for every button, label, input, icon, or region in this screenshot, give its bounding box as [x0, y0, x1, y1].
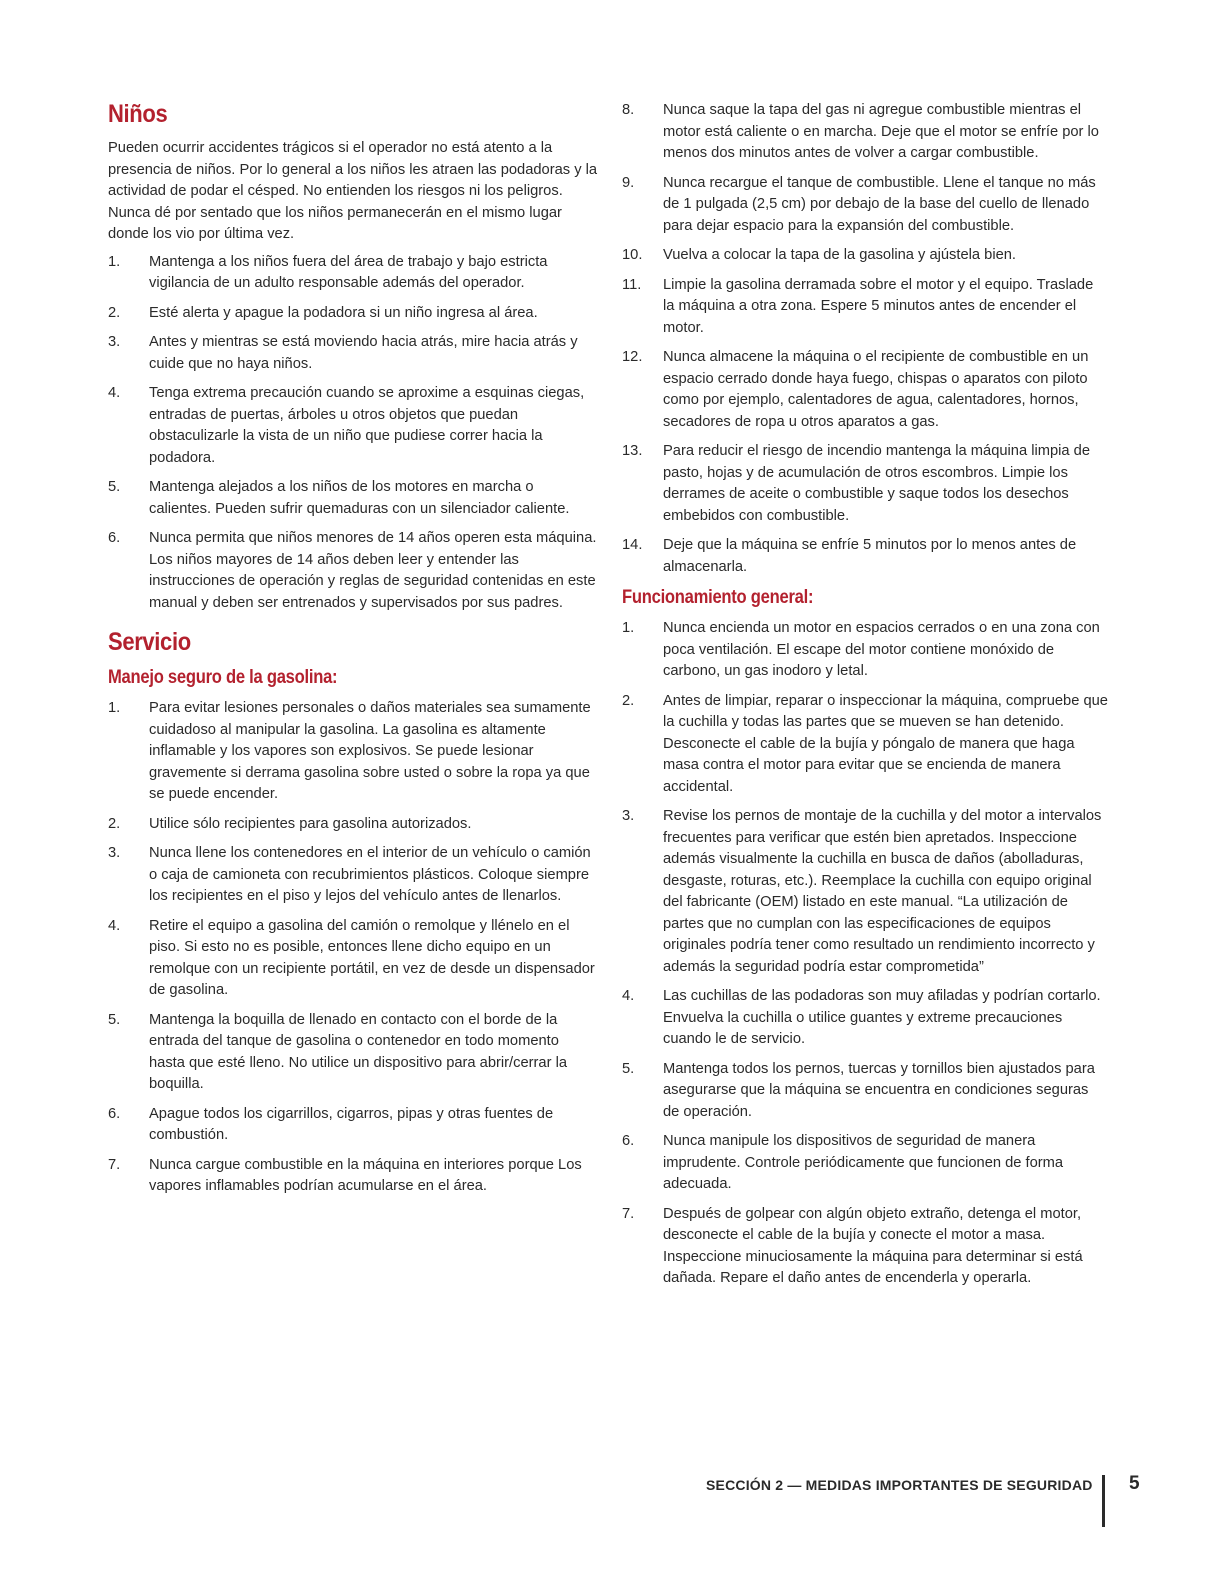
list-item [622, 275, 1108, 340]
list-item-text: Nunca recargue el tanque de combustible. Llene el tanque no más de 1 pulgada (2,5 cm) por debajo de la base del cuello de llenado para dejar espacio para la expansión del combustible. [663, 174, 1096, 234]
list-item-text: Antes y mientras se está moviendo hacia atrás, mire hacia atrás y cuide que no haya niños. [149, 334, 578, 372]
list-item-number: 12. [622, 349, 643, 365]
list-item [108, 1010, 598, 1096]
list-item [622, 100, 1108, 165]
list-item-number: 8. [622, 102, 635, 118]
list-item [622, 441, 1108, 527]
list-item [622, 1059, 1108, 1124]
list-item [108, 528, 598, 614]
list-item-number: 1. [622, 620, 635, 636]
page-number: 5 [1129, 1473, 1140, 1494]
list-item [108, 916, 598, 1002]
list-item [108, 477, 598, 520]
footer-section-title: SECCIÓN 2 — MEDIDAS IMPORTANTES DE SEGURIDAD [706, 1477, 1093, 1493]
list-item-text: Después de golpear con algún objeto extraño, detenga el motor, desconecte el cable de la bujía y conecte el motor a masa. Inspeccione minuciosamente la máquina para determinar si está dañada. Repare el daño antes de encenderla y operarla. [663, 1205, 1083, 1286]
list-item [622, 347, 1108, 433]
list-item-text: Mantenga alejados a los niños de los motores en marcha o calientes. Pueden sufrir quemaduras con un silenciador caliente. [149, 479, 570, 517]
list-item-number: 4. [108, 917, 121, 934]
list-item-number: 4. [108, 385, 121, 401]
list-item-number: 6. [108, 1105, 121, 1122]
right-column [622, 100, 1108, 1298]
list-item-number: 14. [622, 537, 643, 553]
list-item [108, 814, 598, 836]
list-item [622, 245, 1108, 267]
list-item-number: 11. [622, 276, 642, 293]
ninos-intro: Pueden ocurrir accidentes trágicos si el operador no está atento a la presencia de niños. Por lo general a los niños les atraen las podadoras y la actividad de podar el césped. No entienden los riesgos ni los peligros. Nunca dé por sentado que los niños permanecerán en el mismo lugar donde los vio por última vez. [108, 140, 598, 242]
list-item-text: Nunca almacene la máquina o el recipiente de combustible en un espacio cerrado donde haya fuego, chispas o aparatos con piloto como por ejemplo, calentadores de agua, calentadores, hornos, secadores de ropa u otros aparatos a gas. [663, 349, 1089, 430]
list-item [108, 332, 598, 375]
list-item-text: Apague todos los cigarrillos, cigarros, pipas y otras fuentes de combustión. [149, 1105, 554, 1143]
list-item-text: Mantenga a los niños fuera del área de trabajo y bajo estricta vigilancia de un adulto responsable además del operador. [149, 253, 548, 291]
list-item-number: 10. [622, 247, 643, 263]
list-item-number: 2. [108, 815, 121, 832]
list-item-text: Deje que la máquina se enfríe 5 minutos por lo menos antes de almacenarla. [663, 537, 1077, 575]
list-item [622, 986, 1108, 1051]
list-item-text: Limpie la gasolina derramada sobre el motor y el equipo. Traslade la máquina a otra zona. Espere 5 minutos antes de encender el motor. [663, 276, 1094, 336]
list-item [622, 1204, 1108, 1290]
list-item-number: 3. [108, 845, 121, 861]
list-item-number: 9. [622, 174, 635, 191]
list-item-number: 4. [622, 988, 635, 1004]
list-item-number: 5. [108, 1011, 121, 1028]
page-footer [706, 1473, 1140, 1533]
list-item-number: 5. [622, 1060, 635, 1077]
list-item [622, 691, 1108, 799]
ninos-list [108, 252, 598, 615]
list-item-text: Vuelva a colocar la tapa de la gasolina y ajústela bien. [663, 247, 1017, 263]
list-item-number: 3. [108, 334, 121, 350]
list-item [622, 173, 1108, 238]
list-item-text: Nunca saque la tapa del gas ni agregue combustible mientras el motor está caliente o en marcha. Deje que el motor se enfríe por lo menos dos minutos antes de volver a cargar combustible. [663, 102, 1099, 161]
list-item-number: 1. [108, 253, 121, 270]
list-item-text: Para reducir el riesgo de incendio mantenga la máquina limpia de pasto, hojas y de acumulación de otros escombros. Limpie los derrames de aceite o combustible y saque todos los desechos embebidos con combustible. [663, 443, 1091, 524]
list-item-number: 5. [108, 479, 121, 495]
list-item [622, 535, 1108, 578]
list-item-text: Revise los pernos de montaje de la cuchilla y del motor a intervalos frecuentes para verificar que estén bien apretados. Inspeccione además visualmente la cuchilla en busca de daños (abolladuras, desgaste, roturas, etc.). Reemplace la cuchilla con equipo original del fabricante (OEM) listado en este manual. “La utilización de partes que no cumplan con las especificaciones de equipos originales podría tener como resultado un rendimiento incorrecto y además la seguridad podría estar comprometida” [663, 808, 1102, 975]
heading-servicio: Servicio [108, 628, 191, 656]
list-item-text: Nunca permita que niños menores de 14 años operen esta máquina. Los niños mayores de 14 años deben leer y entender las instrucciones de operación y reglas de seguridad contenidas en este manual y deben ser entrenados y supervisados por sus padres. [149, 530, 597, 611]
list-item-text: Para evitar lesiones personales o daños materiales sea sumamente cuidadoso al manipular la gasolina. La gasolina es altamente inflamable y los vapores son explosivos. Se puede lesionar gravemente si derrama gasolina sobre usted o sobre la ropa ya que se puede encender. [149, 700, 591, 802]
list-item [108, 252, 598, 295]
list-item-text: Nunca llene los contenedores en el interior de un vehículo o camión o caja de camioneta con recubrimientos plásticos. Coloque siempre los recipientes en el piso y lejos del vehículo antes de llenarlos. [149, 845, 591, 904]
list-item-number: 1. [108, 700, 121, 716]
list-item-number: 6. [108, 530, 121, 546]
list-item [108, 1104, 598, 1147]
list-item-text: Esté alerta y apague la podadora si un niño ingresa al área. [149, 304, 538, 321]
list-item-text: Nunca encienda un motor en espacios cerrados o en una zona con poca ventilación. El escape del motor contiene monóxido de carbono, un gas inodoro y letal. [663, 620, 1100, 679]
left-column [108, 100, 598, 1206]
heading-funcionamiento-general: Funcionamiento general: [622, 586, 814, 608]
list-item [108, 698, 598, 806]
heading-manejo-gasolina: Manejo seguro de la gasolina: [108, 666, 338, 688]
list-item-number: 6. [622, 1133, 635, 1149]
list-item-text: Antes de limpiar, reparar o inspeccionar la máquina, compruebe que la cuchilla y todas las partes que se mueven se han detenido. Desconecte el cable de la bujía y póngalo de manera que haga masa contra el motor para evitar que se encienda de manera accidental. [663, 692, 1108, 795]
list-item [108, 843, 598, 908]
list-item-text: Nunca manipule los dispositivos de seguridad de manera imprudente. Controle periódicamente que funcionen de forma adecuada. [663, 1133, 1064, 1192]
gasolina-list-continued [622, 100, 1108, 578]
list-item-number: 7. [622, 1205, 635, 1222]
list-item [108, 383, 598, 469]
heading-ninos: Niños [108, 100, 168, 128]
list-item-text: Nunca cargue combustible en la máquina en interiores porque Los vapores inflamables podrían acumularse en el área. [149, 1156, 582, 1194]
list-item-text: Tenga extrema precaución cuando se aproxime a esquinas ciegas, entradas de puertas, árboles u otros objetos que puedan obstaculizarle la vista de un niño que pudiese correr hacia la podadora. [149, 385, 585, 466]
list-item [622, 806, 1108, 978]
list-item-text: Las cuchillas de las podadoras son muy afiladas y podrían cortarlo. Envuelva la cuchilla o utilice guantes y extreme precauciones cuando le de servicio. [663, 988, 1101, 1047]
footer-divider [1102, 1475, 1105, 1527]
list-item [622, 1131, 1108, 1196]
list-item-number: 13. [622, 443, 643, 459]
list-item-number: 3. [622, 808, 635, 824]
list-item-text: Utilice sólo recipientes para gasolina autorizados. [149, 815, 472, 832]
list-item-text: Mantenga todos los pernos, tuercas y tornillos bien ajustados para asegurarse que la máquina se encuentra en condiciones seguras de operación. [663, 1060, 1095, 1120]
list-item-number: 2. [622, 692, 635, 709]
gasolina-list [108, 698, 598, 1198]
list-item-text: Mantenga la boquilla de llenado en contacto con el borde de la entrada del tanque de gasolina o contenedor en todo momento hasta que esté lleno. No utilice un dispositivo para abrir/cerrar la boquilla. [149, 1011, 567, 1092]
funcionamiento-list [622, 618, 1108, 1290]
list-item-number: 7. [108, 1156, 121, 1173]
list-item-text: Retire el equipo a gasolina del camión o remolque y llénelo en el piso. Si esto no es posible, entonces llene dicho equipo en un remolque con un recipiente portátil, en vez de desde un dispensador de gasolina. [149, 917, 595, 998]
list-item [108, 1155, 598, 1198]
list-item [622, 618, 1108, 683]
list-item-number: 2. [108, 304, 121, 321]
list-item [108, 303, 598, 325]
